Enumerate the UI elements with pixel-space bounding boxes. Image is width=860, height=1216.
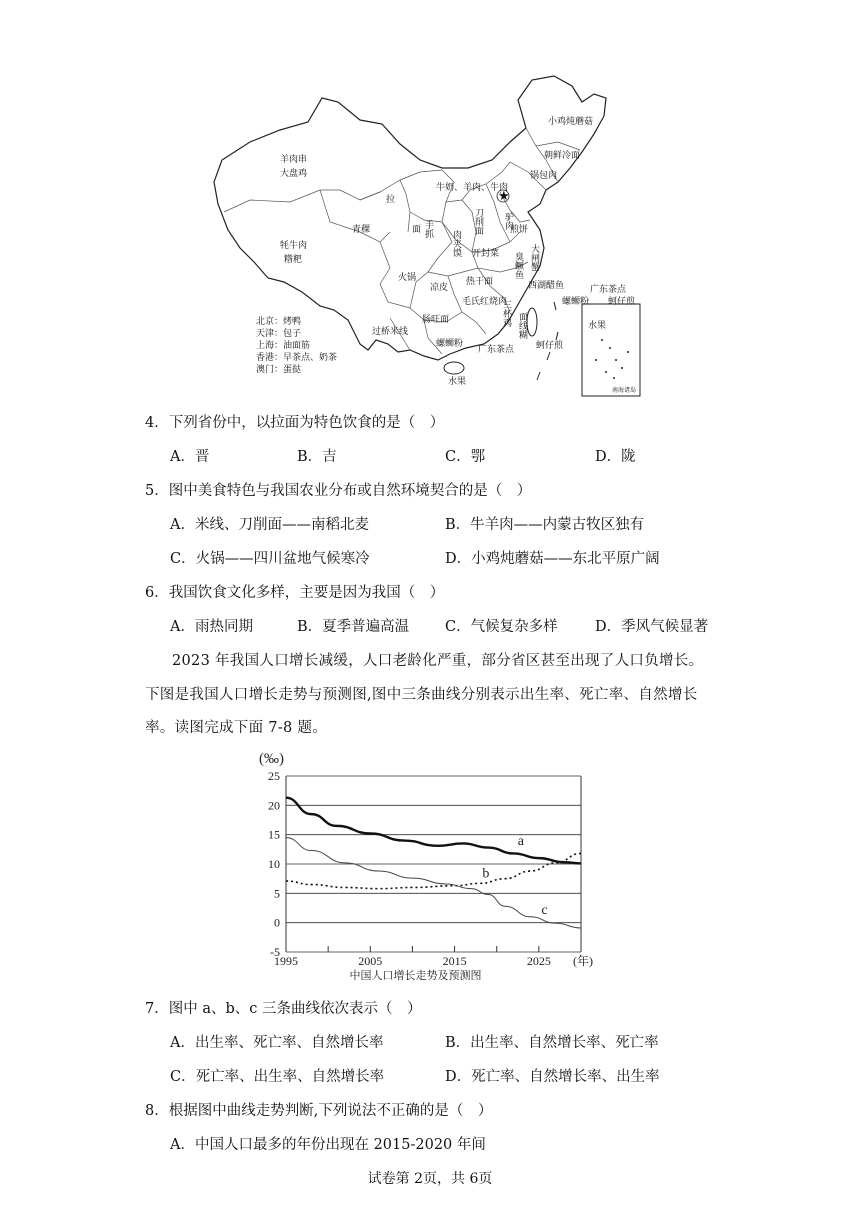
q5-option-d[interactable]: D．小鸡炖蘑菇——东北平原广阔 (445, 551, 660, 567)
label-gansu: 拉 (386, 195, 396, 205)
inset-label-2: 螺蛳粉 (562, 297, 590, 307)
legend-shanghai: 上海：油面筋 (256, 341, 311, 351)
hainan-shape (444, 362, 464, 374)
label-gansu-2: 面 (412, 225, 422, 235)
inset-label-5: 南海诸岛 (612, 387, 637, 394)
q8-option-a[interactable]: A．中国人口最多的年份出现在 2015-2020 年间 (170, 1137, 486, 1153)
label-chongqing: 凉皮 (430, 283, 449, 293)
beijing-star-icon: ★ (498, 189, 510, 204)
q5-option-c[interactable]: C．火锅——四川盆地气候寒冷 (170, 551, 370, 567)
q6-stem: 6．我国饮食文化多样，主要是因为我国（ ） (145, 585, 445, 601)
label-sichuan: 火锅 (398, 273, 417, 283)
label-shandong: 煎饼 (510, 225, 529, 235)
q4-option-b[interactable]: B．吉 (297, 449, 337, 465)
q4-stem: 4．下列省份中，以拉面为特色饮食的是（ ） (145, 415, 445, 431)
legend-macau: 澳门：蛋挞 (256, 365, 302, 375)
label-hunan: 毛氏红烧肉 (462, 297, 508, 307)
y-tick-label: 25 (268, 769, 280, 783)
q5-option-b[interactable]: B．牛羊肉——内蒙古牧区独有 (445, 517, 645, 533)
taiwan-shape (527, 308, 537, 336)
y-tick-label: -5 (270, 945, 280, 959)
series-line-c (286, 838, 581, 928)
passage-line-3: 率。读图完成下面 7-8 题。 (145, 720, 328, 736)
label-shaanxi: 肉夹馍 (451, 230, 461, 257)
q7-option-b[interactable]: B．出生率、自然增长率、死亡率 (445, 1035, 659, 1051)
q5-stem: 5．图中美食特色与我国农业分布或自然环境契合的是（ ） (145, 483, 532, 499)
china-food-map (210, 72, 642, 400)
q5-option-a[interactable]: A．米线、刀削面——南稻北麦 (170, 517, 369, 533)
legend-beijing: 北京：烤鸭 (256, 317, 302, 327)
x-tick-label: 2015 (442, 954, 467, 968)
y-tick-label: 10 (268, 857, 280, 871)
q4-option-d[interactable]: D．陇 (595, 449, 636, 465)
label-qinghai: 青稞 (352, 225, 371, 235)
label-henan: 开封菜 (472, 249, 500, 259)
series-label-c: c (541, 902, 548, 918)
legend-hongkong: 香港：早茶点、奶茶 (256, 353, 338, 363)
label-heilongjiang: 小鸡炖蘑菇 (548, 117, 594, 127)
q8-stem: 8．根据图中曲线走势判断,下列说法不正确的是（ ） (145, 1103, 493, 1119)
south-sea-inset-frame (582, 304, 640, 396)
chart-grid (286, 776, 581, 952)
chart-title: 中国人口增长走势及预测图 (349, 969, 482, 980)
label-xinjiang: 羊肉串 (280, 155, 308, 165)
q7-option-a[interactable]: A．出生率、死亡率、自然增长率 (170, 1035, 384, 1051)
q6-option-b[interactable]: B．夏季普遍高温 (297, 619, 410, 635)
label-zhejiang: 西湖醋鱼 (528, 281, 565, 291)
label-liaoning: 锅包肉 (530, 171, 558, 181)
series-label-b: b (482, 866, 490, 882)
population-chart (255, 745, 615, 980)
label-fujian: 面线糊 (517, 312, 527, 339)
inset-label-4: 水果 (588, 321, 607, 331)
series-line-a (286, 798, 581, 864)
y-tick-label: 15 (268, 827, 280, 842)
label-tibet: 牦牛肉 (280, 241, 308, 251)
label-guizhou: 肠旺面 (422, 315, 450, 325)
page-footer: 试卷第 2页，共 6页 (367, 1171, 493, 1187)
q6-option-a[interactable]: A．雨热同期 (170, 619, 253, 635)
chart-axes (268, 769, 581, 968)
q4-option-a[interactable]: A．晋 (170, 449, 210, 465)
label-jiangxi: 三杯鸡 (501, 300, 511, 327)
passage-line-1: 2023 年我国人口增长减缓，人口老龄化严重，部分省区甚至出现了人口负增长。 (172, 653, 704, 669)
label-anhui: 臭鳜鱼 (513, 252, 523, 279)
y-tick-label: 20 (268, 798, 280, 813)
chart-series (286, 798, 581, 928)
passage-line-2: 下图是我国人口增长走势与预测图,图中三条曲线分别表示出生率、死亡率、自然增长 (145, 687, 698, 703)
label-hainan: 水果 (448, 377, 467, 387)
q7-stem: 7．图中 a、b、c 三条曲线依次表示（ ） (145, 1001, 422, 1017)
q7-option-d[interactable]: D．死亡率、自然增长率、出生率 (445, 1069, 660, 1085)
x-tick-label: 2005 (358, 954, 383, 968)
q6-option-d[interactable]: D．季风气候显著 (595, 619, 709, 635)
x-tick-label: 1995 (274, 954, 298, 968)
q4-option-c[interactable]: C．鄂 (445, 449, 486, 465)
label-hubei: 热干面 (466, 277, 494, 287)
inset-label-3: 蚵仔煎 (608, 297, 636, 307)
label-jilin: 朝鲜冷面 (544, 151, 581, 161)
label-yunnan: 过桥米线 (372, 327, 409, 337)
q6-option-c[interactable]: C．气候复杂多样 (445, 619, 558, 635)
inset-label-1: 广东茶点 (590, 285, 627, 295)
inset-islands (595, 339, 629, 379)
label-tibet-2: 糌粑 (284, 255, 303, 265)
label-xinjiang-2: 大盘鸡 (280, 169, 308, 179)
y-tick-label: 5 (274, 886, 280, 901)
y-tick-label: 0 (274, 915, 280, 930)
chart-y-unit: (‰) (259, 751, 284, 767)
label-shanxi: 刀削面 (473, 208, 483, 235)
chart-x-unit: (年) (573, 954, 593, 968)
q7-option-c[interactable]: C．死亡率、出生率、自然增长率 (170, 1069, 385, 1085)
label-ningxia: 手抓 (423, 220, 433, 238)
series-label-a: a (517, 834, 525, 850)
label-guangdong: 广东茶点 (478, 345, 515, 355)
label-taiwan: 蚵仔煎 (536, 341, 564, 351)
label-guangxi: 螺蛳粉 (436, 339, 464, 349)
legend-tianjin: 天津：包子 (256, 329, 302, 339)
label-jiangsu: 大闸蟹 (529, 244, 539, 271)
label-neimenggu: 牛奶、羊肉、牛肉 (436, 183, 509, 193)
x-tick-label: 2025 (526, 954, 551, 968)
label-hebei: 驴肉 (503, 212, 513, 230)
